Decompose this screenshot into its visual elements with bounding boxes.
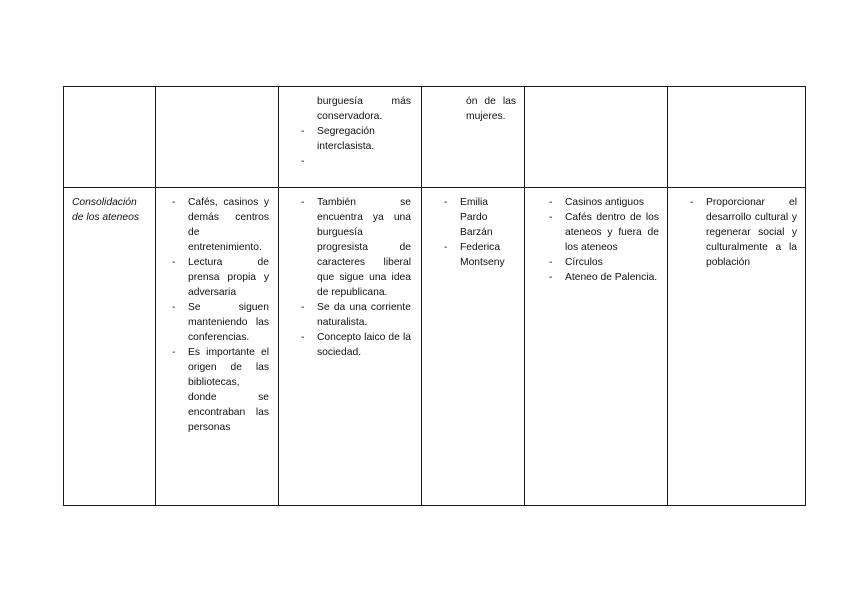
- list-item: - Círculos: [549, 255, 659, 270]
- table-row-consolidacion: [64, 188, 806, 506]
- list-item: - Cafés, casinos y demás centros de entretenimiento.: [172, 195, 269, 255]
- cell-col2: [156, 188, 279, 506]
- cell-empty: [525, 87, 668, 188]
- list-item: - Federica Montseny: [444, 240, 516, 270]
- cell-col3-continuation: [279, 87, 422, 188]
- list-item: - Emilia Pardo Barzán: [444, 195, 516, 240]
- table-row-continuation: [64, 87, 806, 188]
- cell-col5: [525, 188, 668, 506]
- list-item: - Segregación interclasista.: [301, 124, 411, 154]
- list-item: - Ateneo de Palencia.: [549, 270, 659, 285]
- list-item: - Se da una corriente naturalista.: [301, 300, 411, 330]
- list-item: - Cafés dentro de los ateneos y fuera de los ateneos: [549, 210, 659, 255]
- document-table: [63, 86, 806, 506]
- list-item: - Casinos antiguos: [549, 195, 659, 210]
- cell-empty: [156, 87, 279, 188]
- list-item: - Proporcionar el desarrollo cultural y regenerar social y culturalmente a la población: [690, 195, 797, 270]
- list-item: - Concepto laico de la sociedad.: [301, 330, 411, 360]
- continuation-text: ón de las mujeres.: [466, 96, 516, 122]
- cell-col4: [422, 188, 525, 506]
- cell-col4-continuation: [422, 87, 525, 188]
- cell-empty: [64, 87, 156, 188]
- row-label: Consolidación de los ateneos: [64, 188, 156, 506]
- list-item: - También se encuentra ya una burguesía progresista de caracteres liberal que sigue una idea de republicana.: [301, 195, 411, 300]
- cell-col3: [279, 188, 422, 506]
- list-item: - Lectura de prensa propia y adversaria: [172, 255, 269, 300]
- continuation-text: burguesía más conservadora.: [317, 96, 411, 122]
- list-item: - Es importante el origen de las bibliotecas, donde se encontraban las personas: [172, 345, 269, 435]
- list-item: - Se siguen manteniendo las conferencias.: [172, 300, 269, 345]
- cell-empty: [668, 87, 806, 188]
- cell-col6: [668, 188, 806, 506]
